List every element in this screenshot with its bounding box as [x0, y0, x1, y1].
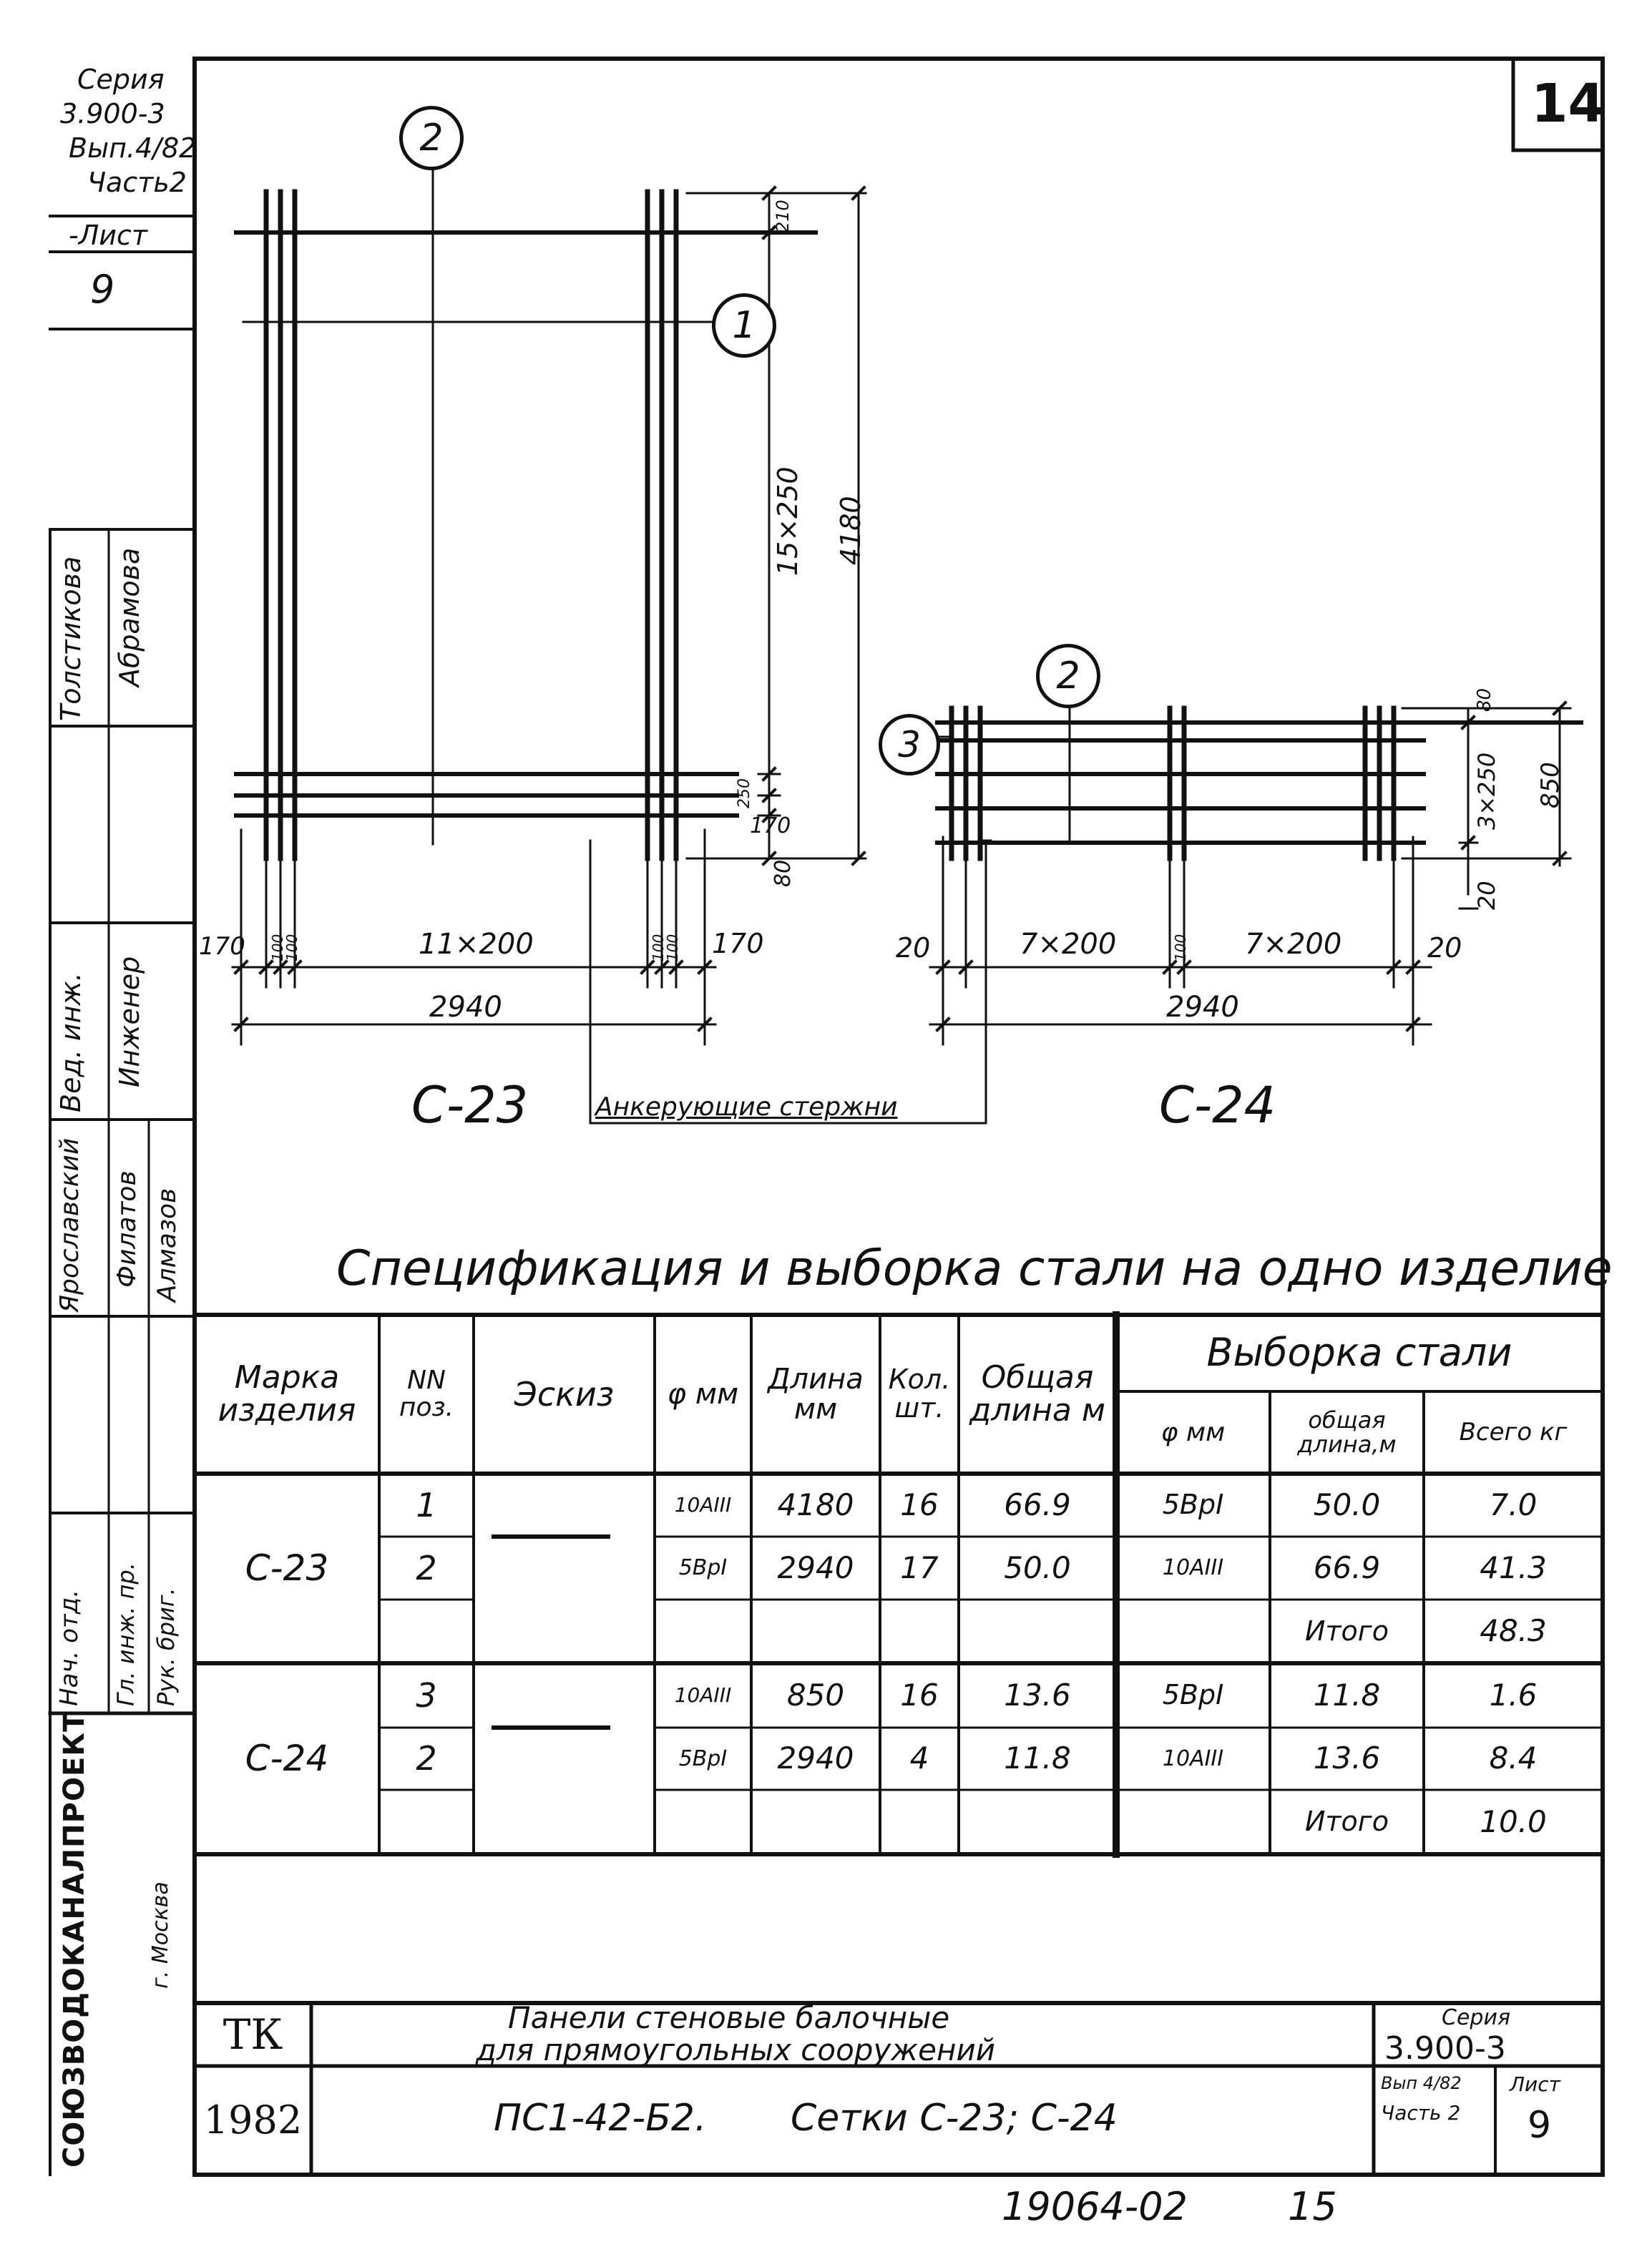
- c23-dim-pitch: 15×250: [772, 466, 803, 576]
- c23-r1-pos: 1: [416, 1485, 437, 1524]
- c23-r2-vphi: 10АIII: [1162, 1555, 1224, 1581]
- c23-position-2-label: 2: [419, 117, 444, 160]
- hdr-nn: NN поз.: [399, 1366, 454, 1422]
- c23-itogo-label: Итого: [1304, 1615, 1389, 1647]
- c24-position-2-marker: [1036, 644, 1100, 708]
- sheet-number: 14: [1531, 73, 1605, 134]
- c24-r2-len: 2940: [777, 1740, 854, 1776]
- side-series: 3.900-3: [60, 98, 165, 129]
- c23-r1-phi: 10АIII: [674, 1493, 732, 1517]
- hdr-vyborka: Выборка стали: [1206, 1330, 1512, 1376]
- hdr-v-vsego: Всего кг: [1459, 1417, 1568, 1446]
- c23-dim-b: 170: [750, 813, 791, 838]
- c23-dim-c: 80: [771, 859, 796, 887]
- c23-r1-total: 66.9: [1004, 1487, 1071, 1522]
- c24-dim-mid: 100: [1172, 934, 1189, 961]
- side-sheet-label: -Лист: [69, 220, 148, 251]
- c23-r2-vkg: 41.3: [1480, 1549, 1547, 1585]
- c24-label: С-24: [1159, 1076, 1276, 1135]
- spec-title: Спецификация и выборка стали на одно изделие: [336, 1240, 1613, 1297]
- titleblock-sheet-label: Лист: [1510, 2072, 1560, 2096]
- c23-dim-a: 250: [735, 778, 753, 808]
- side-name-tolstikova: Толстикова: [55, 556, 87, 721]
- side-name-abramova: Абрамова: [114, 547, 145, 687]
- side-city: г. Москва: [148, 1881, 173, 1989]
- c23-dim-height: 4180: [835, 496, 866, 565]
- side-name-yaroslavskiy: Ярославский: [55, 1137, 84, 1313]
- titleblock-issue: Вып 4/82: [1381, 2073, 1462, 2093]
- c24-r1-total: 13.6: [1004, 1677, 1071, 1713]
- c24-dim-height: 850: [1536, 762, 1565, 808]
- c24-r2-vphi: 10АIII: [1162, 1746, 1224, 1771]
- c23-r2-pos: 2: [416, 1548, 437, 1587]
- c23-r2-vlen: 66.9: [1313, 1549, 1381, 1585]
- c23-dim-span: 11×200: [419, 928, 534, 961]
- c23-dim-top: 210: [773, 200, 793, 232]
- side-inzhener: Инженер: [114, 956, 145, 1087]
- hdr-eskiz: Эскиз: [514, 1374, 615, 1414]
- hdr-kol: Кол. шт.: [888, 1363, 951, 1424]
- c24-r2-phi: 5ВрI: [678, 1746, 728, 1771]
- c23-r1-vphi: 5ВрI: [1162, 1489, 1224, 1521]
- titleblock-series: 3.900-3: [1384, 2030, 1506, 2067]
- c24-r1-qty: 16: [900, 1677, 939, 1713]
- c23-itogo-value: 48.3: [1480, 1613, 1547, 1649]
- c24-r2-total: 11.8: [1004, 1740, 1071, 1776]
- side-name-filatov: Филатов: [112, 1170, 142, 1288]
- c23-r1-vkg: 7.0: [1489, 1487, 1538, 1522]
- c24-r2-vkg: 8.4: [1489, 1740, 1538, 1776]
- c24-dim-left: 20: [896, 932, 931, 964]
- c24-dim-span2: 7×200: [1245, 928, 1342, 961]
- side-sheet: 9: [90, 267, 115, 312]
- c24-itogo-value: 10.0: [1480, 1803, 1547, 1839]
- hdr-v-dlina: общая длина,м: [1297, 1406, 1397, 1458]
- titleblock-title-line1: Панели стеновые балочные: [508, 2000, 950, 2035]
- c24-dim-top: 80: [1474, 687, 1495, 712]
- hdr-phi: φ мм: [667, 1378, 739, 1411]
- titleblock-title-line2: для прямоугольных сооружений: [476, 2032, 996, 2067]
- c24-r2-qty: 4: [909, 1740, 929, 1776]
- group-c24-marka: С-24: [245, 1738, 329, 1780]
- c24-dim-bottom: 20: [1473, 881, 1500, 910]
- c24-dim-total: 2940: [1166, 991, 1239, 1024]
- side-nach-otd: Нач. отд.: [55, 1589, 84, 1706]
- c24-position-3-marker: [879, 714, 940, 775]
- c24-position-2-label: 2: [1056, 655, 1080, 697]
- c23-r1-len: 4180: [777, 1487, 854, 1522]
- c24-dim-right: 20: [1427, 932, 1462, 964]
- hdr-dlina: Длина мм: [768, 1363, 864, 1426]
- side-series-label: Серия: [77, 64, 165, 95]
- side-name-almazov: Алмазов: [152, 1188, 182, 1302]
- c24-dim-span1: 7×200: [1020, 928, 1117, 961]
- hdr-obshaya: Общая длина м: [969, 1358, 1106, 1429]
- c23-dim-s3: 100: [650, 934, 667, 961]
- c24-r1-pos: 3: [416, 1675, 437, 1715]
- side-ved-inzh: Вед. инж.: [55, 972, 87, 1112]
- hdr-v-phi: φ мм: [1160, 1417, 1226, 1447]
- titleblock-series-label: Серия: [1442, 2005, 1510, 2030]
- titleblock-subject: Сетки С-23; С-24: [791, 2097, 1118, 2140]
- side-ruk-brig: Рук. бриг.: [152, 1587, 180, 1706]
- anchor-bars-label: Анкерующие стержни: [595, 1092, 898, 1122]
- c23-position-1-marker: [712, 293, 776, 358]
- c24-itogo-label: Итого: [1304, 1806, 1389, 1838]
- titleblock-sheet: 9: [1528, 2104, 1552, 2147]
- c24-r1-vkg: 1.6: [1489, 1677, 1538, 1713]
- c23-r2-len: 2940: [777, 1549, 854, 1585]
- group-c23-marka: С-23: [245, 1547, 329, 1590]
- c23-r2-phi: 5ВрI: [678, 1555, 728, 1581]
- c23-r1-qty: 16: [900, 1487, 939, 1522]
- footer-page: 15: [1288, 2184, 1337, 2229]
- titleblock-year: 1982: [203, 2097, 303, 2143]
- c23-dim-s1: 100: [269, 934, 286, 961]
- c23-r2-total: 50.0: [1004, 1549, 1071, 1585]
- c23-dim-left: 170: [199, 932, 245, 961]
- c24-r1-vlen: 11.8: [1313, 1677, 1381, 1713]
- c23-dim-s2: 100: [283, 934, 300, 961]
- c23-label: С-23: [411, 1076, 529, 1135]
- side-issue: Вып.4/82: [69, 132, 197, 164]
- side-part: Часть2: [87, 167, 187, 198]
- c23-r1-vlen: 50.0: [1313, 1487, 1381, 1522]
- c24-dim-pitch: 3×250: [1473, 752, 1500, 830]
- c24-r2-vlen: 13.6: [1313, 1740, 1381, 1776]
- footer-code: 19064-02: [1002, 2184, 1188, 2229]
- side-institute: СОЮЗВОДОКАНАЛПРОЕКТ: [58, 1711, 91, 2168]
- titleblock-org: ТК: [223, 2009, 283, 2059]
- side-gl-inzh: Гл. инж. пр.: [112, 1562, 140, 1706]
- titleblock-part: Часть 2: [1381, 2101, 1461, 2125]
- hdr-marka: Марка изделия: [218, 1358, 356, 1429]
- titleblock-code: ПС1-42-Б2.: [494, 2097, 707, 2140]
- c24-r2-pos: 2: [416, 1739, 437, 1778]
- c23-position-1-label: 1: [732, 304, 756, 347]
- c23-position-2-marker: [399, 106, 464, 170]
- c23-dim-right: 170: [712, 928, 764, 959]
- c24-r1-phi: 10АIII: [674, 1683, 732, 1708]
- c24-position-3-label: 3: [898, 724, 921, 765]
- c23-r2-qty: 17: [900, 1549, 939, 1585]
- c23-dim-total: 2940: [429, 991, 502, 1024]
- c23-dim-s4: 100: [664, 934, 681, 961]
- c24-r1-len: 850: [786, 1677, 845, 1713]
- c24-r1-vphi: 5ВрI: [1162, 1679, 1224, 1711]
